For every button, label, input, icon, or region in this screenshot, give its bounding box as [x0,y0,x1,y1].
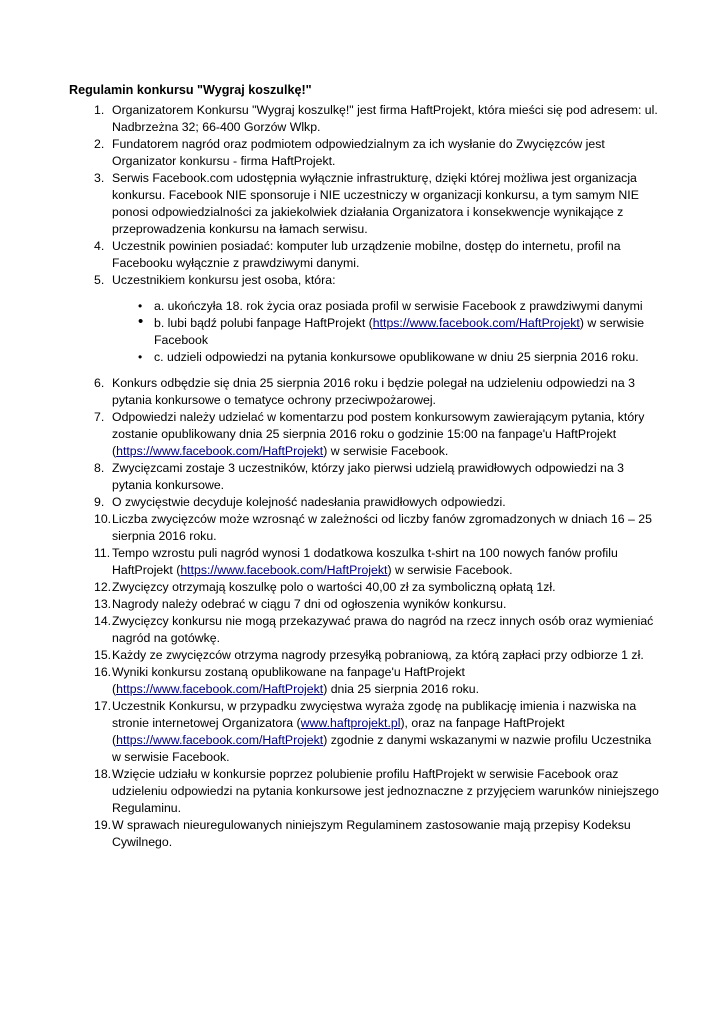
rule-item [69,664,659,698]
bullet-icon: • [138,350,143,364]
sub-item [69,349,659,366]
sub-item-text [154,350,639,364]
rule-number: 2. [94,137,105,151]
rule-number: 13. [94,597,112,611]
text-segment: Tempo wzrostu puli nagród wynosi 1 dodatkowa koszulka t-shirt na 100 nowych fanów profilu HaftProjekt ( [112,546,618,577]
text-segment: Organizatorem Konkursu "Wygraj koszulkę!" jest firma HaftProjekt, która mieści się pod adresem: ul. Nadbrzeżna 32; 66-400 Gorzów Wlkp. [112,103,658,134]
rule-item [69,238,659,272]
rule-number: 12. [94,580,112,594]
rule-text [112,495,506,509]
rule-item [69,579,659,596]
sub-item [69,315,659,349]
rule-item [69,545,659,579]
text-segment: Nagrody należy odebrać w ciągu 7 dni od ogłoszenia wyników konkursu. [112,597,507,611]
rule-number: 9. [94,495,105,509]
rule-number: 7. [94,410,105,424]
text-segment: Odpowiedzi należy udzielać w komentarzu pod postem konkursowym zawierającym pytania, który zostanie opublikowany dnia 25 sierpnia 2016 roku o godzinie 15:00 na fanpage'u HaftProjekt ( [112,410,645,458]
rule-text [112,171,639,236]
link[interactable]: www.haftprojekt.pl [300,716,401,730]
rule-item [69,272,659,366]
text-segment: Uczestnik powinien posiadać: komputer lub urządzenie mobilne, dostęp do internetu, profil na Facebooku wyłącznie z prawdziwymi danymi. [112,239,621,270]
text-segment: Liczba zwycięzców może wzrosnąć w zależności od liczby fanów zgromadzonych w dniach 16 – 25 sierpnia 2016 roku. [112,512,652,543]
text-segment: Zwycięzcy otrzymają koszulkę polo o wartości 40,00 zł za symboliczną opłatą 1zł. [112,580,556,594]
rule-item [69,766,659,817]
rule-text [112,376,635,407]
text-segment: a. ukończyła 18. rok życia oraz posiada profil w serwisie Facebook z prawdziwymi danymi [154,299,643,313]
rule-item [69,613,659,647]
rule-number: 17. [94,699,112,713]
rule-text [112,461,624,492]
rule-text [112,273,336,287]
rule-item [69,409,659,460]
rule-text [112,699,651,764]
link[interactable]: https://www.facebook.com/HaftProjekt [116,733,324,747]
text-segment: ), oraz na fanpage HaftProjekt ( [112,716,565,747]
rule-text [112,410,644,458]
rule-number: 15. [94,648,112,662]
link[interactable]: https://www.facebook.com/HaftProjekt [372,316,580,330]
rule-text [112,239,621,270]
rule-item [69,375,659,409]
rules-list [69,102,659,851]
text-segment: Serwis Facebook.com udostępnia wyłącznie infrastrukturę, dzięki której możliwa jest organizacja konkursu. Facebook NIE sponsoruje i NIE uczestniczy w organizacji konkursu, a tym samym NIE ponosi odpowiedzialności za jakiekolwiek działania Organizatora i konsekwencje wynikające z przeprowadzenia konkursu na łamach serwisu. [112,171,639,236]
rule-text [112,546,618,577]
rule-number: 19. [94,818,112,832]
text-segment: Uczestnik Konkursu, w przypadku zwycięstwa wyraża zgodę na publikację imienia i nazwiska na stronie internetowej Organizatora ( [112,699,637,730]
text-segment: Zwycięzcami zostaje 3 uczestników, którzy jako pierwsi udzielą prawidłowych odpowiedzi na 3 pytania konkursowe. [112,461,624,492]
document-title: Regulamin konkursu "Wygraj koszulkę!" [69,83,312,97]
rule-text [112,818,631,849]
text-segment: O zwycięstwie decyduje kolejność nadesłania prawidłowych odpowiedzi. [112,495,506,509]
rule-item [69,698,659,766]
rule-text [112,580,556,594]
sub-item [69,298,659,315]
link[interactable]: https://www.facebook.com/HaftProjekt [116,444,324,458]
rule-text [112,103,658,134]
text-segment: ) w serwisie Facebook. [323,444,449,458]
sub-list [112,298,659,366]
bullet-icon: • [138,313,144,330]
rule-number: 16. [94,665,112,679]
rule-number: 8. [94,461,105,475]
rule-number: 3. [94,171,105,185]
text-segment: c. udzieli odpowiedzi na pytania konkursowe opublikowane w dniu 25 sierpnia 2016 roku. [154,350,639,364]
sub-item-text [154,299,643,313]
rule-number: 11. [94,546,111,560]
rule-number: 14. [94,614,112,628]
rule-text [112,614,653,645]
text-segment: Wzięcie udziału w konkursie poprzez polubienie profilu HaftProjekt w serwisie Facebook oraz udzieleniu odpowiedzi na pytania konkursowe jest jednoznaczne z przyjęciem warunków niniejszego Regulaminu. [112,767,659,815]
rule-text [112,597,506,611]
text-segment: ) w serwisie Facebook [154,316,645,347]
rule-item [69,460,659,494]
link[interactable]: https://www.facebook.com/HaftProjekt [180,563,388,577]
rule-number: 18. [94,767,112,781]
rule-item [69,817,659,851]
rule-text [112,767,659,815]
rule-text [112,665,479,696]
rule-item [69,102,659,136]
text-segment: Każdy ze zwycięzców otrzyma nagrody przesyłką pobraniową, za którą zapłaci przy odbiorze 1 zł. [112,648,644,662]
rule-item [69,494,659,511]
rule-text [112,648,644,662]
rule-item [69,170,659,238]
rule-text [112,512,652,543]
text-segment: Wyniki konkursu zostaną opublikowane na fanpage'u HaftProjekt ( [112,665,465,696]
rule-number: 10. [94,512,112,526]
text-segment: W sprawach nieuregulowanych niniejszym Regulaminem zastosowanie mają przepisy Kodeksu Cywilnego. [112,818,631,849]
text-segment: Konkurs odbędzie się dnia 25 sierpnia 2016 roku i będzie polegał na udzieleniu odpowiedzi na 3 pytania konkursowe o tematyce ochrony przeciwpożarowej. [112,376,635,407]
link[interactable]: https://www.facebook.com/HaftProjekt [116,682,324,696]
text-segment: ) dnia 25 sierpnia 2016 roku. [323,682,480,696]
text-segment: ) zgodnie z danymi wskazanymi w nazwie profilu Uczestnika w serwisie Facebook. [112,733,652,764]
bullet-icon: • [138,299,143,313]
rule-item [69,136,659,170]
rule-item [69,647,659,664]
rule-item [69,511,659,545]
text-segment: Fundatorem nagród oraz podmiotem odpowiedzialnym za ich wysłanie do Zwycięzców jest Organizator konkursu - firma HaftProjekt. [112,137,605,168]
rule-number: 4. [94,239,105,253]
rule-number: 1. [94,103,105,117]
text-segment: ) w serwisie Facebook. [387,563,513,577]
rule-item [69,596,659,613]
sub-item-text [154,316,644,347]
text-segment: b. lubi bądź polubi fanpage HaftProjekt ( [154,316,373,330]
rule-number: 5. [94,273,105,287]
rule-number: 6. [94,376,105,390]
text-segment: Zwycięzcy konkursu nie mogą przekazywać prawa do nagród na rzecz innych osób oraz wymieniać nagród na gotówkę. [112,614,654,645]
text-segment: Uczestnikiem konkursu jest osoba, która: [112,273,336,287]
rule-text [112,137,605,168]
